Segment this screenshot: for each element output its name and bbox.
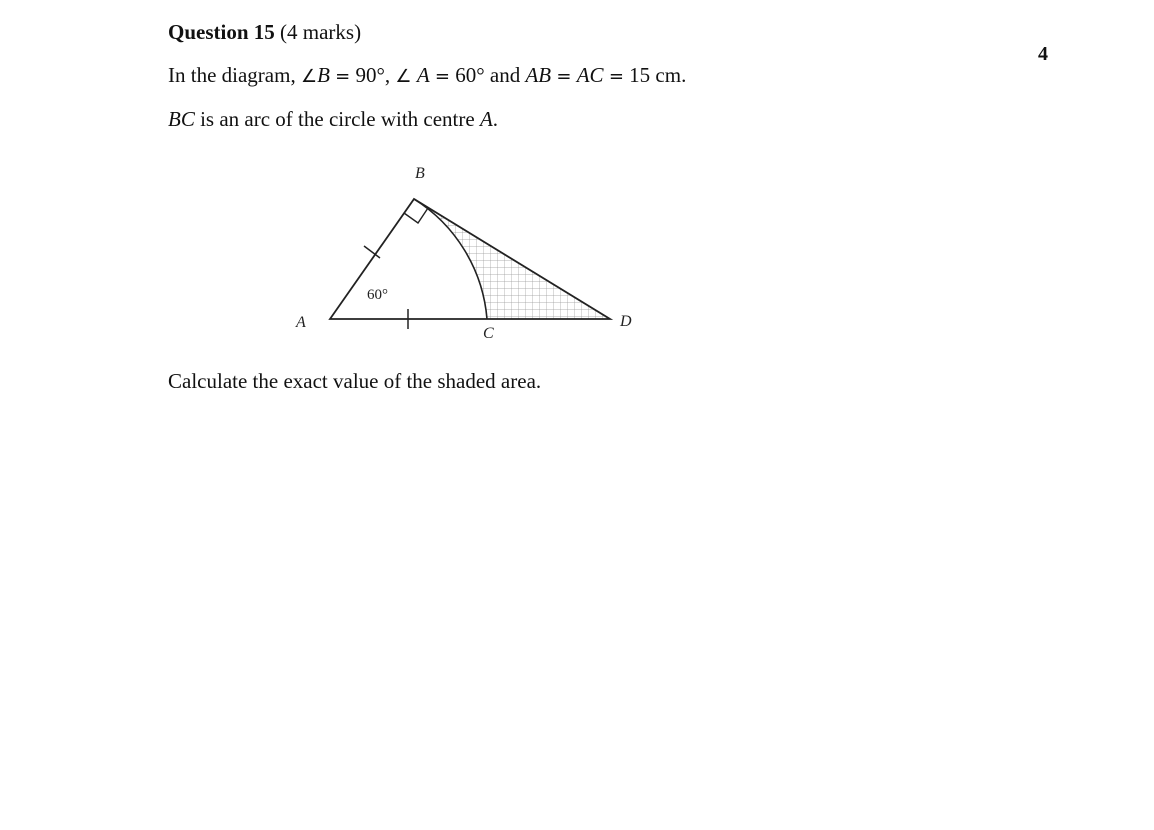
right-angle-marker [404,208,428,223]
and-text: and [489,63,521,87]
statement-intro: In the diagram, [168,63,296,87]
label-d: D [620,313,632,330]
angle-symbol: ∠ [300,66,318,87]
equals-sign: = [434,66,450,87]
angle-a-value: 60° [455,63,485,87]
statement-line-1: In the diagram, ∠B = 90°, ∠ A = 60° and AB = AC = 15 cm. [168,63,687,87]
side-length: 15 cm [629,63,682,87]
angle-b-name: B [317,63,330,87]
angle-60-label: 60° [367,287,388,303]
question-label: Question 15 [168,20,275,44]
arc-text: is an arc of the circle with centre [200,107,475,131]
angle-symbol: ∠ [395,66,412,87]
label-a: A [296,314,306,331]
equals-sign: = [608,66,624,87]
equals-sign: = [556,66,572,87]
arc-name: BC [168,107,195,131]
statement-line-2: BC is an arc of the circle with centre A. [168,107,499,131]
angle-b-value: 90°, [355,63,391,87]
angle-a-name: A [416,63,430,87]
question-marks: (4 marks) [280,20,362,44]
side-ab: AB [525,63,552,87]
triangle-diagram [280,155,660,350]
equals-sign: = [335,66,351,87]
marks-total: 4 [1038,43,1048,65]
task-text: Calculate the exact value of the shaded area. [168,369,542,393]
question-heading [168,20,361,45]
label-c: C [483,325,494,342]
centre-name: A [479,107,493,131]
side-ac: AC [576,63,604,87]
label-b: B [415,165,425,182]
